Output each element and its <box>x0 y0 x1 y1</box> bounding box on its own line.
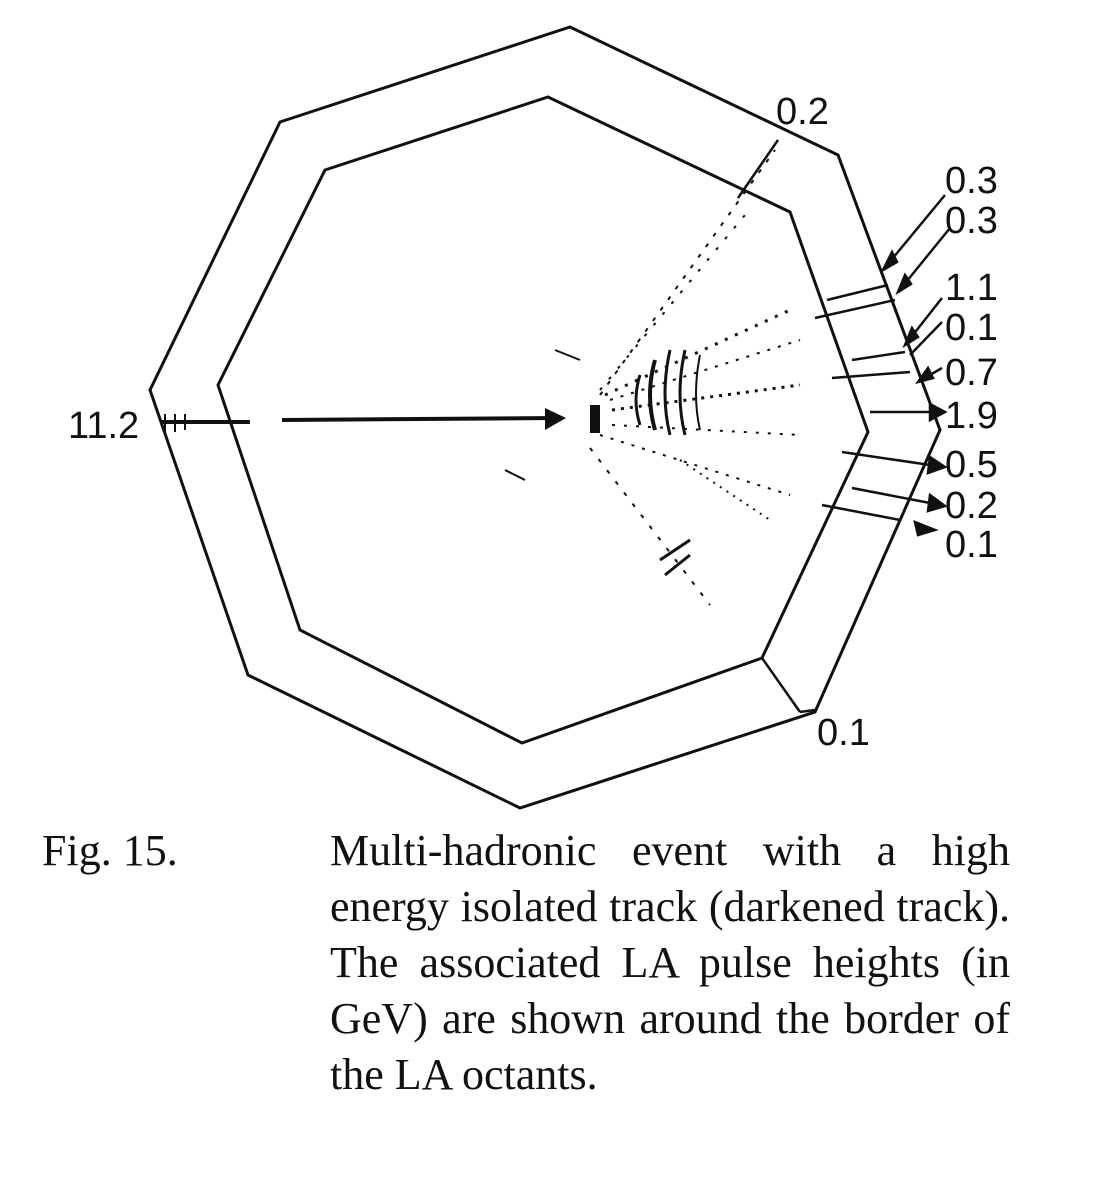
figure-label: Fig. 15. <box>42 826 178 875</box>
pulse-label-left: 11.2 <box>68 405 140 447</box>
vertex-mark <box>590 405 600 433</box>
track-hits <box>505 150 800 605</box>
pulse-label-top: 0.2 <box>776 91 829 133</box>
pulse-label-right-5: 0.7 <box>945 352 998 394</box>
pulse-label-right-7: 0.5 <box>945 444 998 486</box>
isolated-track <box>162 408 566 432</box>
pulse-label-bottom: 0.1 <box>817 712 870 754</box>
pulse-label-right-8: 0.2 <box>945 485 998 527</box>
figure-caption: Multi-hadronic event with a high energy isolated track (darkened track). The associated LA pulse heights (in GeV) are shown around the border of the LA octants. <box>330 826 1010 1099</box>
pulse-label-right-6: 1.9 <box>945 395 998 437</box>
pulse-label-right-9: 0.1 <box>945 524 998 566</box>
pulse-pointers <box>738 140 950 712</box>
pulse-label-right-1: 0.3 <box>945 160 998 202</box>
pulse-label-right-4: 0.1 <box>945 307 998 349</box>
pulse-label-right-3: 1.1 <box>945 267 998 309</box>
pulse-label-right-2: 0.3 <box>945 200 998 242</box>
